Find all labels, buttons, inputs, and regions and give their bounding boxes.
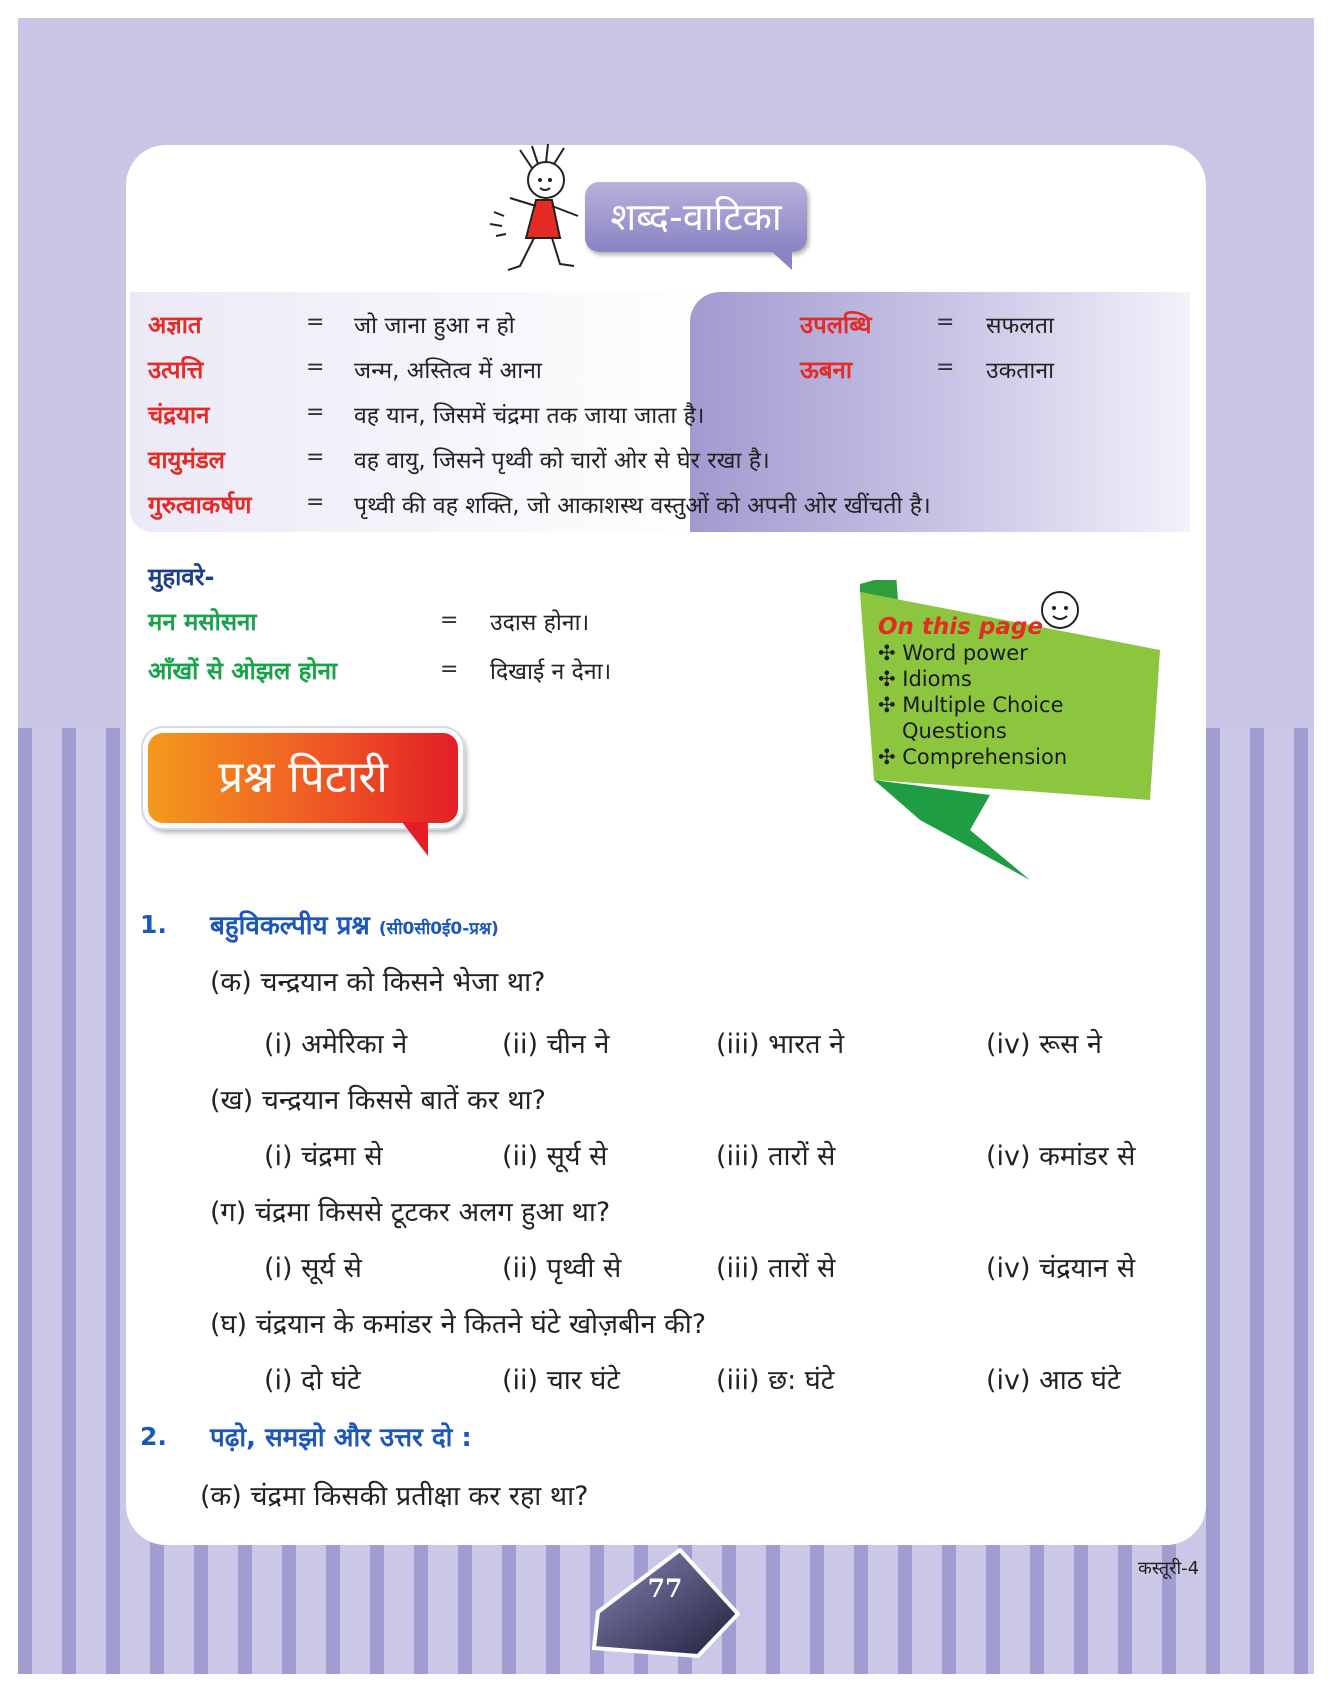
mcq-question: (क) चन्द्रयान को किसने भेजा था?	[210, 967, 546, 998]
shabd-vatika-badge: शब्द-वाटिका	[585, 182, 807, 252]
mcq-option: (iv) कमांडर से	[986, 1141, 1136, 1172]
vocab-meaning: सफलता	[986, 313, 1054, 339]
page-number: 77	[647, 1574, 683, 1603]
mcq-option: (i) अमेरिका ने	[264, 1029, 408, 1060]
vocab-word: वायुमंडल	[148, 446, 225, 474]
equals-sign: =	[936, 310, 955, 335]
comprehension-question: (क) चंद्रमा किसकी प्रतीक्षा कर रहा था?	[200, 1481, 589, 1512]
mcq-question: (ग) चंद्रमा किससे टूटकर अलग हुआ था?	[210, 1197, 611, 1228]
running-girl-illustration	[480, 140, 590, 280]
idiom-meaning: दिखाई न देना।	[490, 659, 612, 685]
mcq-option: (iii) तारों से	[716, 1253, 836, 1284]
idioms-title: मुहावरे-	[148, 563, 215, 591]
vocab-meaning: पृथ्वी की वह शक्ति, जो आकाशस्थ वस्तुओं को अपनी ओर खींचती है।	[354, 493, 931, 519]
badge-tail	[770, 250, 792, 270]
mcq-option: (iii) छ: घंटे	[716, 1365, 835, 1396]
equals-sign: =	[936, 355, 955, 380]
question-subtitle: (सी0सी0ई0-प्रश्न)	[378, 919, 499, 939]
mcq-option: (iv) चंद्रयान से	[986, 1253, 1136, 1284]
badge-tail	[402, 822, 428, 856]
sticky-item: ✣ Multiple Choice	[878, 693, 1064, 717]
equals-sign: =	[440, 657, 459, 682]
mcq-option: (ii) चार घंटे	[502, 1365, 620, 1396]
vocab-word: उत्पत्ति	[148, 356, 204, 384]
idiom-phrase: मन मसोसना	[148, 608, 257, 636]
mcq-option: (ii) पृथ्वी से	[502, 1253, 622, 1284]
vocab-word: अज्ञात	[148, 311, 202, 339]
sticky-item: ✣ Idioms	[878, 667, 972, 691]
vocab-meaning: वह यान, जिसमें चंद्रमा तक जाया जाता है।	[354, 403, 705, 429]
vocab-word: चंद्रयान	[148, 401, 210, 429]
mcq-option: (i) सूर्य से	[264, 1253, 362, 1284]
mcq-option: (iii) भारत ने	[716, 1029, 845, 1060]
mcq-option: (i) चंद्रमा से	[264, 1141, 383, 1172]
vocab-word: उपलब्धि	[800, 311, 872, 339]
sticky-content	[878, 614, 1158, 770]
question-number: 1.	[140, 910, 167, 939]
equals-sign: =	[306, 355, 325, 380]
equals-sign: =	[306, 400, 325, 425]
prashn-pitari-badge: प्रश्न पिटारी	[143, 728, 463, 828]
mcq-question: (घ) चंद्रयान के कमांडर ने कितने घंटे खोज़बीन की?	[210, 1309, 707, 1340]
vocab-meaning: जो जाना हुआ न हो	[354, 313, 515, 339]
sticky-title: On this page	[878, 614, 1043, 640]
mcq-option: (iv) रूस ने	[986, 1029, 1102, 1060]
question-number: 2.	[140, 1422, 167, 1451]
mcq-option: (ii) सूर्य से	[502, 1141, 608, 1172]
sticky-item: Questions	[902, 719, 1007, 743]
page-number-shape	[590, 1548, 740, 1658]
idiom-meaning: उदास होना।	[490, 610, 590, 636]
mcq-question: (ख) चन्द्रयान किससे बातें कर था?	[210, 1085, 546, 1116]
equals-sign: =	[306, 445, 325, 470]
question-heading	[210, 906, 499, 942]
vocab-meaning: वह वायु, जिसने पृथ्वी को चारों ओर से घेर रखा है।	[354, 448, 770, 474]
mcq-option: (iv) आठ घंटे	[986, 1365, 1121, 1396]
sticky-item: ✣ Word power	[878, 641, 1028, 665]
question-title: बहुविकल्पीय प्रश्न	[210, 911, 370, 941]
equals-sign: =	[306, 490, 325, 515]
vocab-word: ऊबना	[800, 356, 853, 384]
book-label: कस्तूरी-4	[1138, 1558, 1200, 1579]
equals-sign: =	[440, 608, 459, 633]
question-title: पढ़ो, समझो और उत्तर दो :	[210, 1423, 472, 1453]
idiom-phrase: आँखों से ओझल होना	[148, 657, 338, 685]
vocab-meaning: उकताना	[986, 358, 1055, 384]
mcq-option: (ii) चीन ने	[502, 1029, 610, 1060]
sticky-item: ✣ Comprehension	[878, 745, 1068, 769]
mcq-option: (i) दो घंटे	[264, 1365, 361, 1396]
vocab-meaning: जन्म, अस्तित्व में आना	[354, 358, 542, 384]
mcq-option: (iii) तारों से	[716, 1141, 836, 1172]
vocab-word: गुरुत्वाकर्षण	[148, 491, 252, 519]
equals-sign: =	[306, 310, 325, 335]
